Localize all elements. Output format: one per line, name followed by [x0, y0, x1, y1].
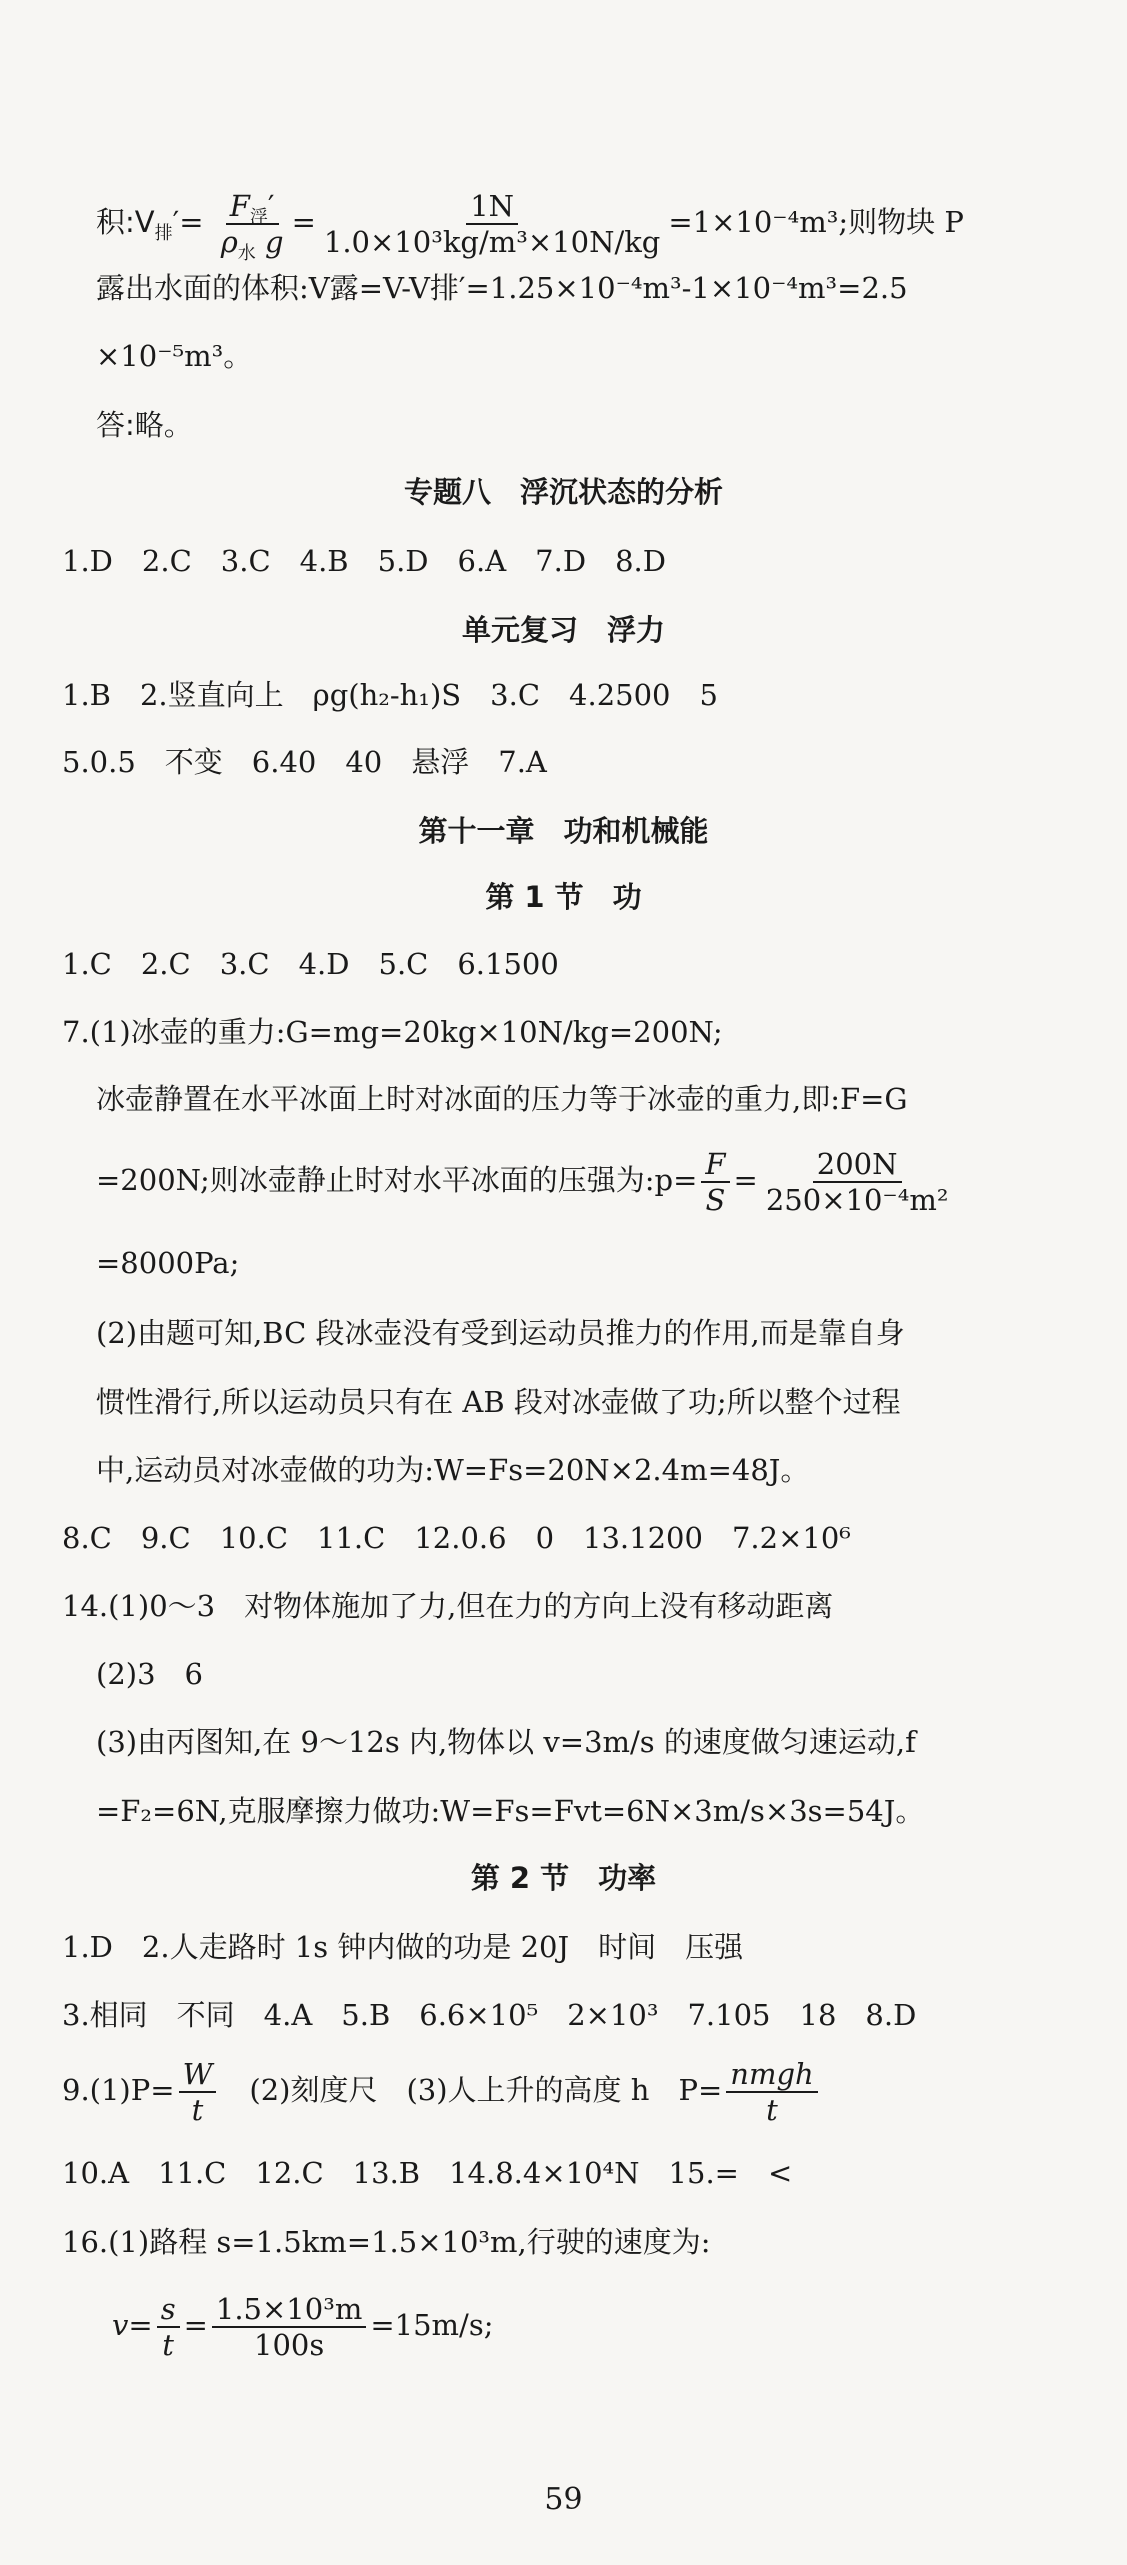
speed-formula-line: v= $\frac{s}{t}$ = $\frac{\text{1.5×10³m}}{100s}$ =15m/s; — [112, 2292, 494, 2362]
answer-line: 1.B 2.竖直向上 ρg(h₂-h₁)S 3.C 4.2500 5 — [62, 678, 718, 712]
text-line: 14.(1)0～3 对物体施加了力,但在力的方向上没有移动距离 — [62, 1589, 834, 1623]
text-line: 露出水面的体积:V露=V-V排′=1.25×10⁻⁴m³-1×10⁻⁴m³=2.5 — [96, 271, 908, 305]
answer-line: 3.相同 不同 4.A 5.B 6.6×10⁵ 2×10³ 7.105 18 8.D — [62, 1998, 917, 2032]
text-line: =F₂=6N,克服摩擦力做功:W=Fs=Fvt=6N×3m/s×3s=54J。 — [96, 1794, 925, 1828]
section-heading: 单元复习 浮力 — [461, 613, 665, 647]
fraction-speed-value — [212, 2292, 366, 2362]
text: 浮 — [249, 207, 268, 228]
text: F — [229, 189, 250, 223]
text: 1.0×10³kg/m³×10N/kg — [323, 225, 661, 259]
answer-line: 1.C 2.C 3.C 4.D 5.C 6.1500 — [62, 947, 559, 981]
power-formula-line — [62, 2050, 822, 2130]
answer-line: 1.D 2.C 3.C 4.B 5.D 6.A 7.D 8.D — [62, 544, 666, 578]
text: v= — [112, 2308, 153, 2342]
text: S — [705, 1183, 726, 1217]
chapter-heading: 第十一章 功和机械能 — [418, 814, 709, 848]
text: ′ — [267, 189, 275, 223]
volume-formula-line: 积$:V_排'=$ $\frac{F_浮'}{\rho_水 g}$ = $\frac{1N}{\text{1.0×10³kg/m³×10N/kg}}$ =1×10⁻⁴m³;则物块 P — [96, 189, 964, 264]
text: nmgh — [726, 2057, 817, 2093]
text-line: 惯性滑行,所以运动员只有在 AB 段对冰壶做了功;所以整个过程 — [96, 1385, 901, 1419]
text: =15m/s; — [370, 2308, 494, 2342]
fraction-f-over-s — [701, 1147, 729, 1217]
text: W — [179, 2057, 217, 2093]
fraction-numeric — [320, 189, 664, 259]
text: t — [766, 2093, 778, 2127]
text: ′= — [172, 205, 204, 239]
answer-line: 5.0.5 不变 6.40 40 悬浮 7.A — [62, 745, 547, 779]
text-line: 答:略。 — [96, 408, 193, 442]
text-line: ×10⁻⁵m³。 — [96, 339, 253, 373]
text: 水 — [237, 243, 256, 264]
section-heading: 第 1 节 功 — [485, 880, 642, 914]
text: 200N — [813, 1147, 902, 1183]
fraction-s-over-t — [157, 2292, 180, 2362]
text: 9.(1)P= — [62, 2073, 175, 2107]
text: 100s — [254, 2328, 325, 2362]
fraction-buoyancy — [217, 189, 288, 264]
text: (2)刻度尺 (3)人上升的高度 h P= — [249, 2073, 723, 2107]
text-line: 中,运动员对冰壶做的功为:W=Fs=20N×2.4m=48J。 — [96, 1453, 810, 1487]
pressure-formula-line: =200N;则冰壶静止时对水平冰面的压强为:p= $\frac{F}{S}$ = $\frac{200N}{\text{250×10⁻⁴m²}}$ — [96, 1140, 956, 1220]
section-heading: 第 2 节 功率 — [470, 1861, 657, 1895]
text: F — [701, 1147, 729, 1183]
text: t — [191, 2093, 204, 2127]
text: 1.5×10³m — [212, 2292, 366, 2328]
text-line: (2)由题可知,BC 段冰壶没有受到运动员推力的作用,而是靠自身 — [96, 1316, 905, 1350]
text-line: (2)3 6 — [96, 1657, 203, 1691]
text-line: =8000Pa; — [96, 1246, 240, 1280]
text: 250×10⁻⁴m² — [765, 1183, 949, 1217]
text: 1N — [466, 189, 518, 225]
text: =200N;则冰壶静止时对水平冰面的压强为:p= — [96, 1163, 698, 1197]
text: 排 — [154, 223, 173, 244]
fraction-pressure-value — [762, 1147, 953, 1217]
text-line: 7.(1)冰壶的重力:G=mg=20kg×10N/kg=200N; — [62, 1015, 723, 1049]
text: =1×10⁻⁴m³;则物块 P — [668, 205, 964, 239]
fraction-nmgh-over-t — [726, 2057, 817, 2127]
text-line: 16.(1)路程 s=1.5km=1.5×10³m,行驶的速度为: — [62, 2225, 711, 2259]
answer-line: 10.A 11.C 12.C 13.B 14.8.4×10⁴N 15.= < — [62, 2156, 793, 2190]
section-heading: 专题八 浮沉状态的分析 — [403, 475, 723, 509]
text: 积:V — [96, 205, 155, 239]
text: t — [162, 2328, 174, 2362]
text: s — [157, 2292, 180, 2328]
fraction-w-over-t — [179, 2057, 217, 2127]
text-line: 冰壶静置在水平冰面上时对冰面的压力等于冰壶的重力,即:F=G — [96, 1082, 908, 1116]
text-line: (3)由丙图知,在 9～12s 内,物体以 v=3m/s 的速度做匀速运动,f — [96, 1725, 916, 1759]
answer-line: 8.C 9.C 10.C 11.C 12.0.6 0 13.1200 7.2×10⁶ — [62, 1521, 851, 1555]
page-number: 59 — [544, 2482, 583, 2517]
answer-line: 1.D 2.人走路时 1s 钟内做的功是 20J 时间 压强 — [62, 1930, 744, 1964]
text: g — [255, 225, 284, 259]
text: ρ — [220, 225, 238, 259]
